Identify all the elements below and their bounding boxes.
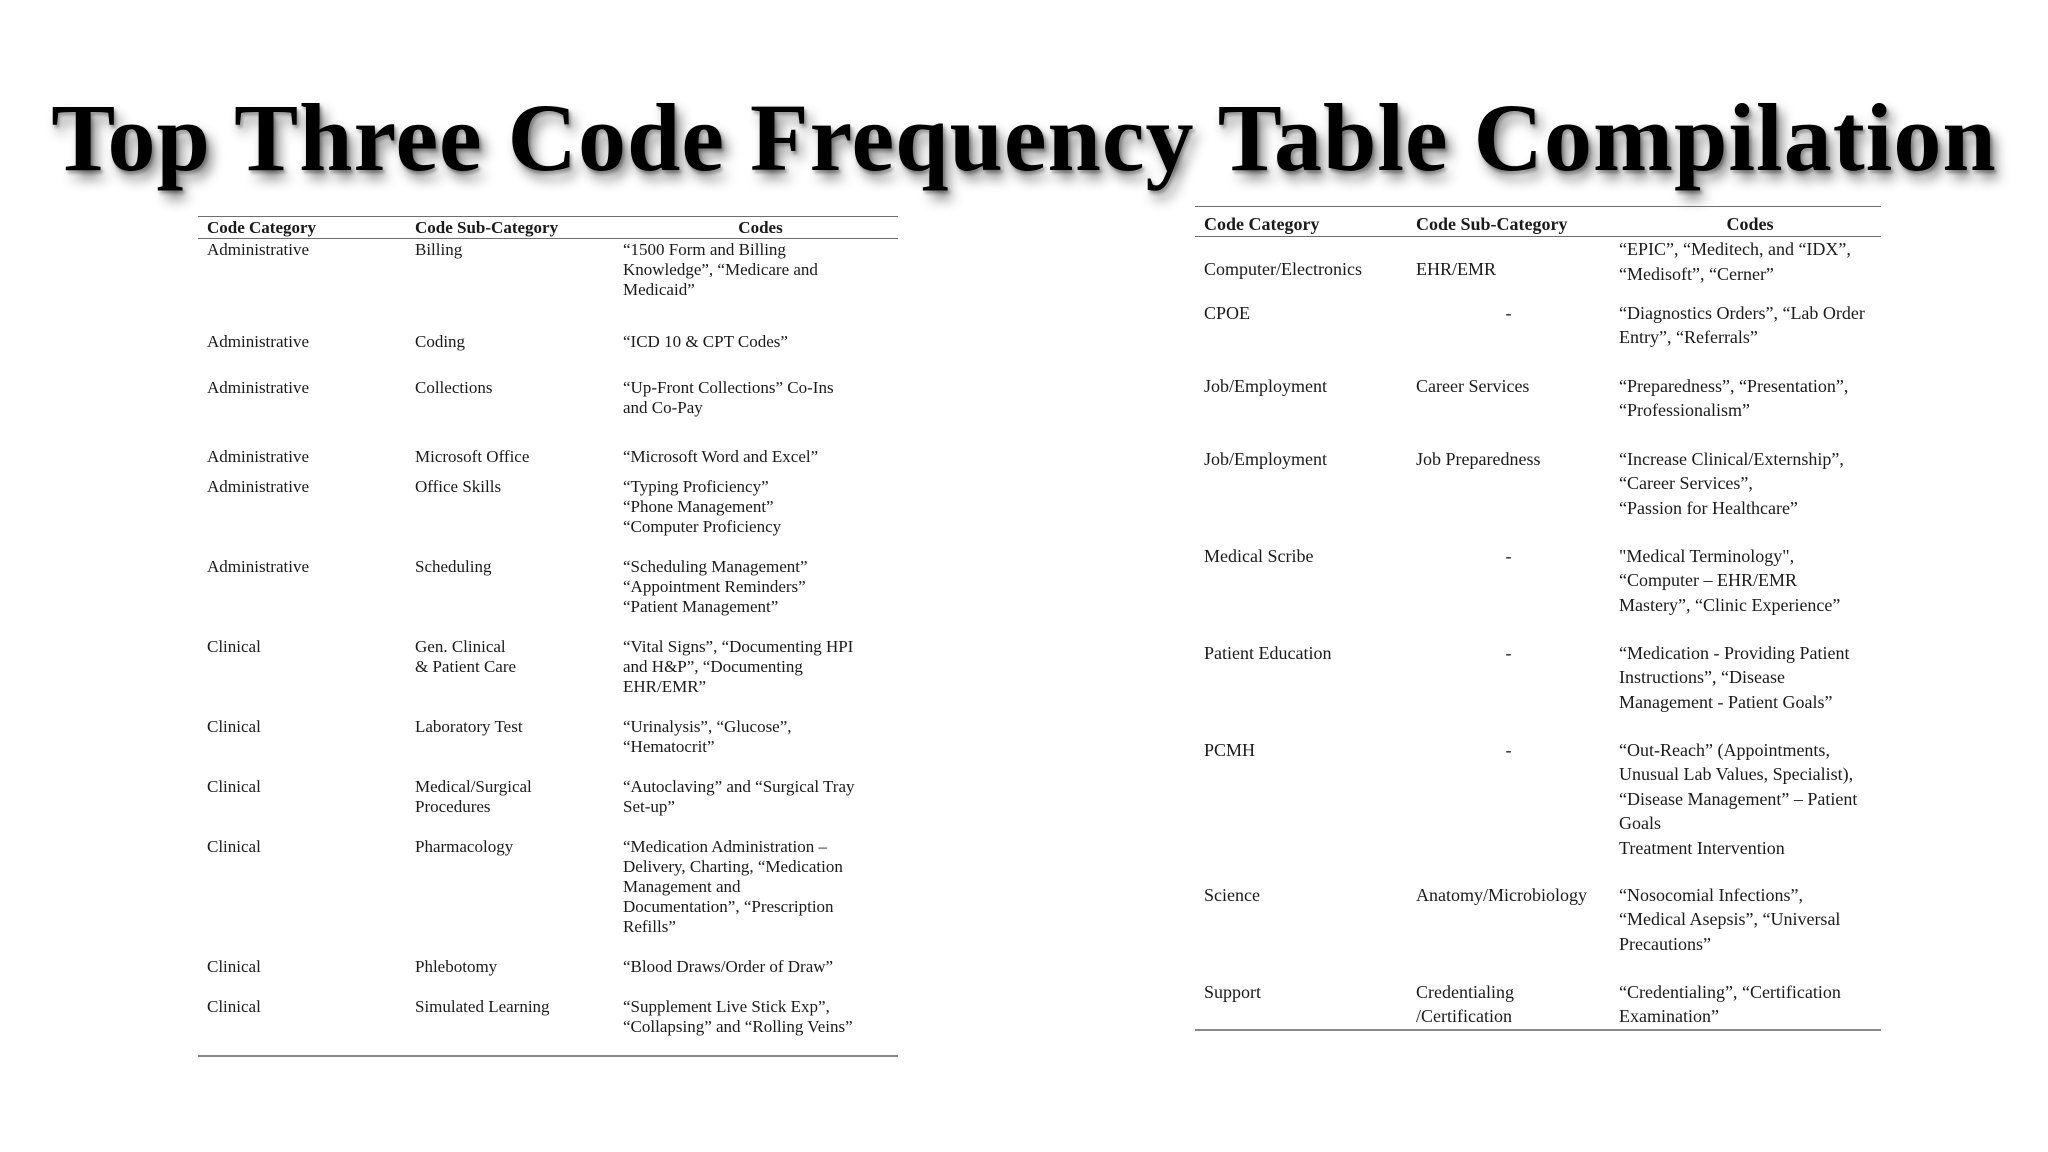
cell-codes: "Medical Terminology", “Computer – EHR/EMR Mastery”, “Clinic Experience” bbox=[1619, 545, 1841, 615]
table-row bbox=[1195, 883, 1881, 980]
header-code-category: Code Category bbox=[1195, 207, 1407, 237]
cell-sub-category: Gen. Clinical & Patient Care bbox=[415, 636, 517, 676]
cell-category: Clinical bbox=[207, 716, 261, 736]
cell-category: Administrative bbox=[207, 331, 309, 351]
cell-codes: “Vital Signs”, “Documenting HPI and H&P”, “Documenting EHR/EMR” bbox=[623, 636, 854, 696]
cell-sub-category: Career Services bbox=[1416, 375, 1530, 396]
cell-codes: “Medication - Providing Patient Instructions”, “Disease Management - Patient Goals” bbox=[1619, 642, 1850, 712]
table-row bbox=[1195, 980, 1881, 1030]
table-row bbox=[198, 476, 898, 556]
header-codes: Codes bbox=[614, 217, 898, 239]
cell-sub-category: Collections bbox=[415, 377, 493, 397]
cell-codes: “Increase Clinical/Externship”, “Career Services”, “Passion for Healthcare” bbox=[1619, 448, 1844, 518]
cell-sub-category: - bbox=[1505, 642, 1512, 663]
left-code-table bbox=[198, 216, 898, 1057]
table-row bbox=[198, 446, 898, 476]
cell-category: Clinical bbox=[207, 776, 261, 796]
table-row bbox=[198, 716, 898, 776]
cell-sub-category: Laboratory Test bbox=[415, 716, 523, 736]
table-row bbox=[1195, 641, 1881, 738]
cell-codes: “Diagnostics Orders”, “Lab Order Entry”, “Referrals” bbox=[1619, 302, 1865, 347]
table-row bbox=[1195, 237, 1881, 301]
header-codes: Codes bbox=[1610, 207, 1881, 237]
cell-sub-category: EHR/EMR bbox=[1416, 258, 1497, 279]
cell-codes: “Urinalysis”, “Glucose”, “Hematocrit” bbox=[623, 716, 792, 756]
table-row bbox=[198, 331, 898, 377]
cell-sub-category: Anatomy/Microbiology bbox=[1416, 884, 1587, 905]
cell-category: Administrative bbox=[207, 240, 309, 259]
cell-category: Administrative bbox=[207, 377, 309, 397]
cell-codes: “Supplement Live Stick Exp”, “Collapsing” and “Rolling Veins” bbox=[623, 996, 853, 1036]
cell-sub-category: Simulated Learning bbox=[415, 996, 550, 1016]
cell-category: Computer/Electronics bbox=[1204, 258, 1362, 279]
table-row bbox=[198, 239, 898, 331]
cell-category: Job/Employment bbox=[1204, 375, 1327, 396]
cell-codes: “Up-Front Collections” Co-Ins and Co-Pay bbox=[623, 377, 834, 417]
cell-codes: “Credentialing”, “Certification Examination” bbox=[1619, 981, 1841, 1026]
table-row bbox=[198, 377, 898, 446]
table-row bbox=[198, 996, 898, 1056]
cell-category: Medical Scribe bbox=[1204, 545, 1314, 566]
cell-codes: “Out-Reach” (Appointments, Unusual Lab Values, Specialist), “Disease Management” – Patient Goals Treatment Intervention bbox=[1619, 739, 1858, 858]
header-row bbox=[198, 217, 898, 239]
cell-category: CPOE bbox=[1204, 302, 1251, 323]
cell-sub-category: Billing bbox=[415, 240, 463, 259]
cell-category: Clinical bbox=[207, 636, 261, 656]
cell-category: Clinical bbox=[207, 956, 261, 976]
cell-category: Job/Employment bbox=[1204, 448, 1327, 469]
cell-codes: “ICD 10 & CPT Codes” bbox=[623, 331, 788, 351]
cell-category: Administrative bbox=[207, 556, 309, 576]
cell-codes: “EPIC”, “Meditech, and “IDX”, “Medisoft”, “Cerner” bbox=[1619, 239, 1851, 284]
cell-codes: “Autoclaving” and “Surgical Tray Set-up” bbox=[623, 776, 855, 816]
cell-sub-category: Microsoft Office bbox=[415, 446, 530, 466]
cell-codes: “Scheduling Management” “Appointment Reminders” “Patient Management” bbox=[623, 556, 808, 616]
table-row bbox=[198, 636, 898, 716]
cell-codes: “Medication Administration – Delivery, Charting, “Medication Management and Documentation”, “Prescription Refills” bbox=[623, 836, 843, 936]
table-row bbox=[198, 776, 898, 836]
cell-category: Clinical bbox=[207, 836, 261, 856]
header-code-category: Code Category bbox=[198, 217, 406, 239]
table-row bbox=[1195, 544, 1881, 641]
cell-category: Administrative bbox=[207, 476, 309, 496]
table-row bbox=[198, 836, 898, 956]
table-row bbox=[198, 956, 898, 996]
cell-sub-category: - bbox=[1505, 302, 1512, 323]
right-code-table bbox=[1195, 206, 1881, 1031]
header-row bbox=[1195, 207, 1881, 237]
page-title: Top Three Code Frequency Table Compilation bbox=[51, 84, 1997, 191]
cell-category: Patient Education bbox=[1204, 642, 1332, 663]
cell-codes: “Typing Proficiency” “Phone Management” “Computer Proficiency bbox=[623, 476, 782, 536]
cell-codes: “Preparedness”, “Presentation”, “Professionalism” bbox=[1619, 375, 1849, 420]
cell-category: Administrative bbox=[207, 446, 309, 466]
cell-sub-category: - bbox=[1505, 545, 1512, 566]
cell-sub-category: Phlebotomy bbox=[415, 956, 498, 976]
cell-sub-category: - bbox=[1505, 739, 1512, 760]
cell-sub-category: Coding bbox=[415, 331, 466, 351]
header-code-sub-category: Code Sub-Category bbox=[406, 217, 614, 239]
cell-sub-category: Credentialing /Certification bbox=[1416, 981, 1514, 1026]
cell-category: Clinical bbox=[207, 996, 261, 1016]
cell-codes: “Blood Draws/Order of Draw” bbox=[623, 956, 834, 976]
cell-sub-category: Job Preparedness bbox=[1416, 448, 1541, 469]
cell-sub-category: Pharmacology bbox=[415, 836, 514, 856]
cell-codes: “Nosocomial Infections”, “Medical Asepsis”, “Universal Precautions” bbox=[1619, 884, 1841, 954]
table-row bbox=[1195, 301, 1881, 374]
table-row bbox=[1195, 738, 1881, 883]
cell-codes: “Microsoft Word and Excel” bbox=[623, 446, 819, 466]
header-code-sub-category: Code Sub-Category bbox=[1407, 207, 1610, 237]
cell-sub-category: Scheduling bbox=[415, 556, 492, 576]
cell-sub-category: Office Skills bbox=[415, 476, 502, 496]
cell-category: Support bbox=[1204, 981, 1262, 1002]
table-row bbox=[1195, 447, 1881, 544]
cell-codes: “1500 Form and Billing Knowledge”, “Medicare and Medicaid” bbox=[623, 240, 818, 299]
cell-category: Science bbox=[1204, 884, 1260, 905]
cell-category: PCMH bbox=[1204, 739, 1256, 760]
cell-sub-category: Medical/Surgical Procedures bbox=[415, 776, 532, 816]
table-row bbox=[1195, 374, 1881, 447]
table-row bbox=[198, 556, 898, 636]
